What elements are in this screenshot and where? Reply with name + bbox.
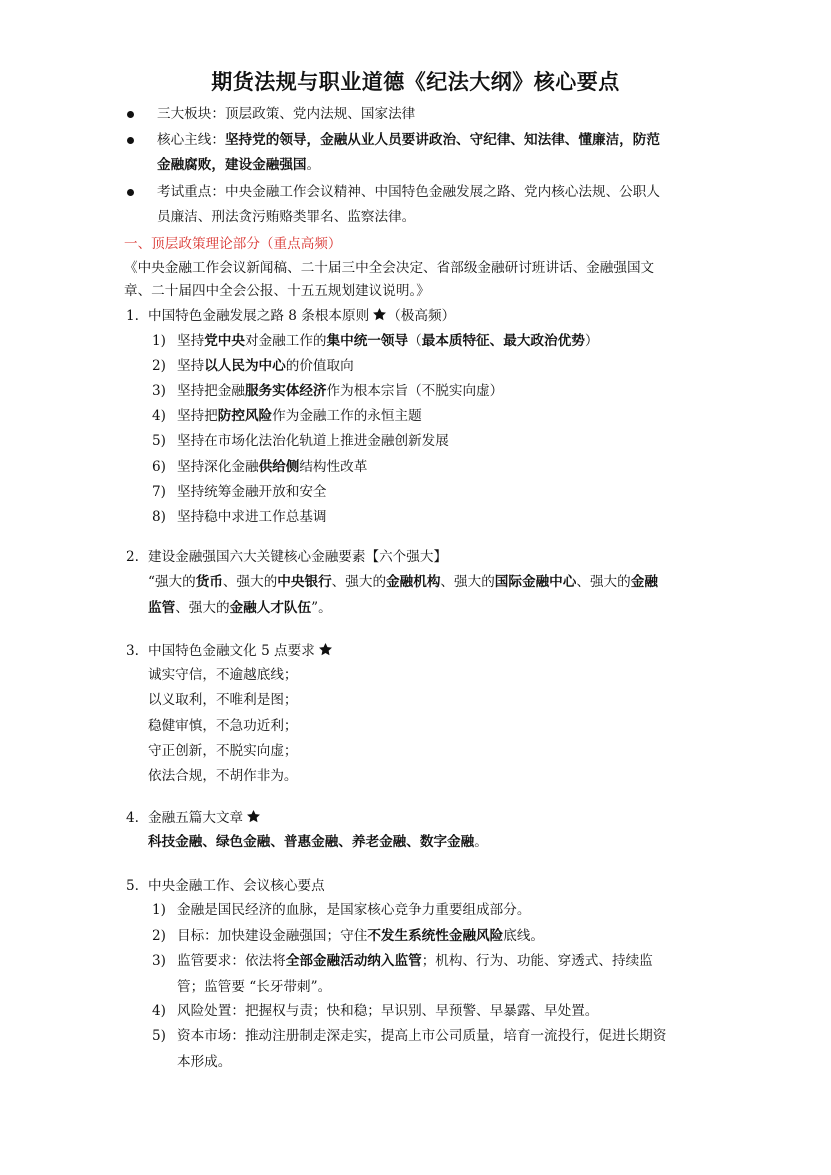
star-icon xyxy=(372,307,387,322)
text: 三大板块：顶层政策、党内法规、国家法律 xyxy=(157,106,416,122)
bold-text: 全部金融活动纳入监管 xyxy=(285,953,422,969)
subitem-text xyxy=(177,507,327,527)
subitem-number: 3) xyxy=(152,383,166,400)
bold-text: 监管 xyxy=(148,600,176,616)
item-heading xyxy=(148,641,333,661)
bold-text: 最本质特征、最大政治优势 xyxy=(421,333,585,349)
text: 、强大的 xyxy=(440,574,495,590)
text: ”。 xyxy=(311,600,332,616)
text: 核心主线： xyxy=(157,132,225,148)
bullet-dot xyxy=(127,137,134,144)
bold-text: 党中央 xyxy=(204,333,245,349)
subitem-number: 3) xyxy=(152,953,166,969)
requirement-line: 以义取利，不唯利是图； xyxy=(148,692,298,709)
text: 员廉洁、刑法贪污贿赂类罪名、监察法律。 xyxy=(157,209,416,225)
text: 风险处置：把握权与责；快和稳；早识别、早预警、早暴露、早处置。 xyxy=(177,1003,599,1019)
text: 坚持统筹金融开放和安全 xyxy=(177,483,327,500)
bullet-dot xyxy=(127,111,134,118)
subitem-number: 2) xyxy=(152,928,166,944)
intro-line: 章、二十届四中全会公报、十五五规划建议说明。》 xyxy=(124,283,430,299)
subitem-text xyxy=(177,1052,231,1072)
text: 底线。 xyxy=(503,928,545,944)
text: 作为金融工作的永恒主题 xyxy=(272,408,422,425)
text: 坚持把 xyxy=(177,408,218,425)
item-label: 中国特色金融文化 5 点要求 xyxy=(148,643,315,659)
text: 监管要求：依法将 xyxy=(177,953,286,969)
text: 作为根本宗旨（不脱实向虚） xyxy=(326,383,504,400)
bold-text: 货币 xyxy=(195,574,223,590)
subitem-text xyxy=(177,482,327,502)
bullet-line xyxy=(157,130,660,150)
bold-text: 金融机构 xyxy=(386,574,441,590)
text: 结构性改革 xyxy=(299,458,368,475)
bold-text: 不发生系统性金融风险 xyxy=(367,928,504,944)
bold-text: 以人民为中心 xyxy=(204,358,286,375)
section-heading: 一、顶层政策理论部分（重点高频） xyxy=(124,236,342,252)
bold-text: 服务实体经济 xyxy=(244,383,327,400)
subitem-number: 5) xyxy=(152,1028,166,1044)
bullet-dot xyxy=(127,189,134,196)
bold-text: 国际金融中心 xyxy=(494,574,577,590)
requirement-line: 守正创新，不脱实向虚； xyxy=(148,742,298,759)
item-number: 5. xyxy=(126,878,139,894)
subitem-number: 2) xyxy=(152,358,166,375)
bold-text: 供给侧 xyxy=(258,458,300,475)
intro-line: 《中央金融工作会议新闻稿、二十届三中全会决定、省部级金融研讨班讲话、金融强国文 xyxy=(124,260,655,276)
item-number: 4. xyxy=(126,810,139,826)
item-number: 1. xyxy=(126,308,139,324)
item-number: 2. xyxy=(126,549,139,565)
bullet-line xyxy=(157,104,415,124)
bold-text: 金融腐败，建设金融强国 xyxy=(157,157,307,173)
text: 对金融工作的 xyxy=(244,333,327,349)
item-label: 建设金融强国六大关键核心金融要素【六个强大】 xyxy=(148,549,448,565)
bold-text: 防控风险 xyxy=(217,408,273,425)
text: 本形成。 xyxy=(177,1054,232,1070)
subitem-text xyxy=(177,381,503,401)
bold-text: 坚持党的领导，金融从业人员要讲政治、守纪律、知法律、懂廉洁，防范 xyxy=(224,132,660,148)
subitem-text xyxy=(177,951,653,971)
text: 管；监管要 “长牙带刺”。 xyxy=(177,979,332,995)
item-heading xyxy=(148,876,325,896)
text: 金融是国民经济的血脉，是国家核心竞争力重要组成部分。 xyxy=(177,902,531,918)
subitem-text xyxy=(177,431,449,451)
subitem-number: 8) xyxy=(152,508,166,525)
bullet-line xyxy=(157,155,320,175)
subitem-text xyxy=(177,406,422,426)
bullet-line xyxy=(157,182,660,202)
item-content-line xyxy=(148,572,658,592)
bold-text: 集中统一领导 xyxy=(326,333,409,349)
bold-text: 中央银行 xyxy=(277,574,332,590)
text: 坚持把金融 xyxy=(177,383,245,400)
text: 坚持 xyxy=(177,358,205,375)
star-icon xyxy=(318,642,333,657)
text: ） xyxy=(584,333,599,349)
subitem-text xyxy=(177,900,530,920)
subitem-number: 1) xyxy=(152,333,166,349)
item-heading xyxy=(148,547,447,567)
item-heading xyxy=(148,306,455,326)
requirement-line: 依法合规，不胡作非为。 xyxy=(148,768,298,785)
text: 、强大的 xyxy=(331,574,387,590)
text: 、强大的 xyxy=(576,574,631,590)
subitem-text xyxy=(177,926,544,946)
text: 目标：加快建设金融强国；守住 xyxy=(177,928,368,944)
text: 坚持 xyxy=(177,333,205,349)
text: 的价值取向 xyxy=(285,358,354,375)
text: （ xyxy=(408,333,422,349)
subitem-number: 4) xyxy=(152,408,166,425)
bold-text: 金融人才队伍 xyxy=(229,600,312,616)
subitem-number: 6) xyxy=(152,458,166,475)
requirement-line: 诚实守信，不逾越底线； xyxy=(148,667,298,683)
item-label: 金融五篇大文章 xyxy=(148,810,244,826)
item-number: 3. xyxy=(126,643,139,659)
text: 。 xyxy=(306,157,321,173)
item-content-line xyxy=(148,598,332,618)
item-label: 中央金融工作、会议核心要点 xyxy=(148,878,325,894)
item-label: 中国特色金融发展之路 8 条根本原则 xyxy=(148,308,370,324)
subitem-text xyxy=(177,1026,666,1046)
subitem-number: 1) xyxy=(152,902,166,918)
subitem-number: 5) xyxy=(152,433,166,450)
text: 、强大的 xyxy=(222,574,278,590)
text: ；机构、行为、功能、穿透式、持续监 xyxy=(421,953,653,969)
text: 。 xyxy=(474,834,488,850)
text: 考试重点：中央金融工作会议精神、中国特色金融发展之路、党内核心法规、公职人 xyxy=(157,184,660,200)
item-content-line xyxy=(148,832,488,852)
subitem-text xyxy=(177,331,598,351)
subitem-number: 7) xyxy=(152,483,166,500)
text: 、强大的 xyxy=(175,600,230,616)
star-icon xyxy=(246,809,261,824)
text: “强大的 xyxy=(148,574,196,590)
subitem-text xyxy=(177,1001,598,1021)
item-heading xyxy=(148,808,261,828)
text: 坚持深化金融 xyxy=(177,458,259,475)
requirement-line: 稳健审慎，不急功近利； xyxy=(148,717,298,734)
bold-text: 科技金融、绿色金融、普惠金融、养老金融、数字金融 xyxy=(148,834,475,850)
subitem-text xyxy=(177,356,354,376)
subitem-number: 4) xyxy=(152,1003,166,1019)
item-suffix: （极高频） xyxy=(387,308,456,324)
text: 坚持稳中求进工作总基调 xyxy=(177,508,327,525)
bold-text: 金融 xyxy=(630,574,658,590)
subitem-text xyxy=(177,457,367,477)
text: 资本市场：推动注册制走深走实，提高上市公司质量，培育一流投行，促进长期资 xyxy=(177,1028,667,1044)
subitem-text xyxy=(177,977,331,997)
page-title: 期货法规与职业道德《纪法大纲》核心要点 xyxy=(211,70,620,94)
bullet-line xyxy=(157,207,415,227)
text: 坚持在市场化法治化轨道上推进金融创新发展 xyxy=(177,433,449,450)
